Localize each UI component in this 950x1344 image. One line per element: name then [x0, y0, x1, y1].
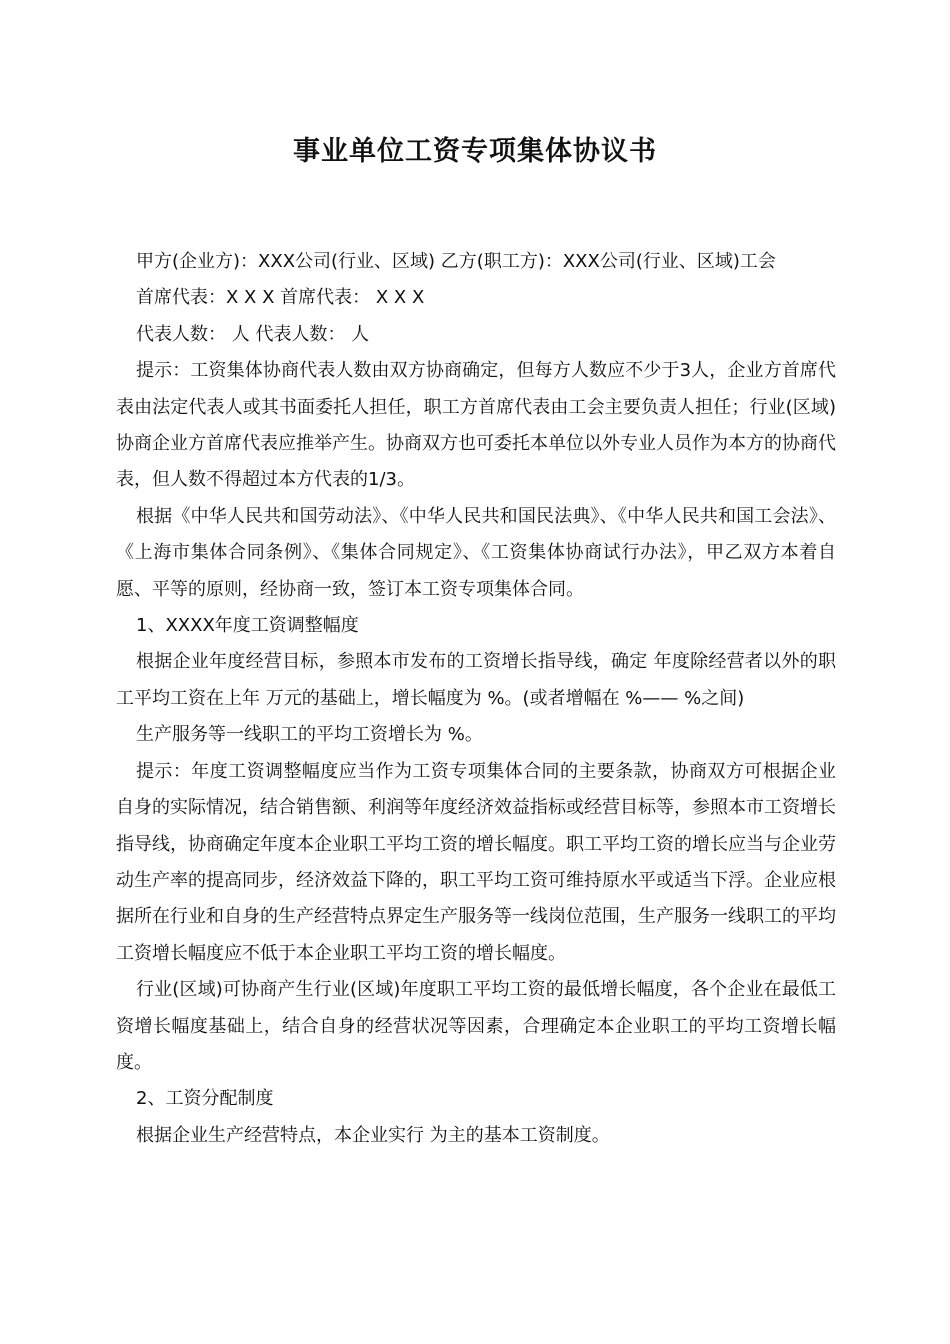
hint-paragraph-representatives: 提示：工资集体协商代表人数由双方协商确定，但每方人数应不少于3人，企业方首席代表由法定代表人或其书面委托人担任，职工方首席代表由工会主要负责人担任；行业(区域)协商企业方首席代表应推举产生。协商双方也可委托本单位以外专业人员作为本方的协商代表，但人数不得超过本方代表的1/3。 [116, 360, 836, 491]
party-line: 甲方(企业方)：XXX公司(行业、区域) 乙方(职工方)：XXX公司(行业、区域)工会 [136, 251, 776, 272]
industry-minimum-paragraph: 行业(区域)可协商产生行业(区域)年度职工平均工资的最低增长幅度，各个企业在最低工资增长幅度基础上，结合自身的经营状况等因素，合理确定本企业职工的平均工资增长幅度。 [116, 979, 836, 1073]
chief-representative-line: 首席代表：X X X 首席代表： X X X [136, 287, 425, 309]
section-heading-2: 2、工资分配制度 [136, 1088, 274, 1110]
wage-growth-paragraph: 根据企业年度经营目标，参照本市发布的工资增长指导线，确定 年度除经营者以外的职工平均工资在上年 万元的基础上，增长幅度为 %。(或者增幅在 %—— %之间) [116, 651, 836, 709]
document-body [116, 244, 836, 1154]
representative-count-line: 代表人数： 人 代表人数： 人 [136, 323, 370, 345]
hint-paragraph-adjustment: 提示：年度工资调整幅度应当作为工资专项集体合同的主要条款，协商双方可根据企业自身的实际情况，结合销售额、利润等年度经济效益指标或经营目标等，参照本市工资增长指导线，协商确定年度本企业职工平均工资的增长幅度。职工平均工资的增长应当与企业劳动生产率的提高同步，经济效益下降的，职工平均工资可维持原水平或适当下浮。企业应根据所在行业和自身的生产经营特点界定生产服务等一线岗位范围，生产服务一线职工的平均工资增长幅度应不低于本企业职工平均工资的增长幅度。 [116, 760, 836, 964]
document-title: 事业单位工资专项集体协议书 [293, 136, 657, 167]
wage-system-paragraph: 根据企业生产经营特点，本企业实行 为主的基本工资制度。 [136, 1124, 610, 1146]
legal-basis-paragraph: 根据《中华人民共和国劳动法》、《中华人民共和国民法典》、《中华人民共和国工会法》、《上海市集体合同条例》、《集体合同规定》、《工资集体协商试行办法》，甲乙双方本着自愿、平等的原则，经协商一致，签订本工资专项集体合同。 [116, 505, 836, 600]
section-heading-1: 1、XXXX年度工资调整幅度 [136, 615, 359, 637]
frontline-growth-paragraph: 生产服务等一线职工的平均工资增长为 %。 [136, 724, 483, 746]
